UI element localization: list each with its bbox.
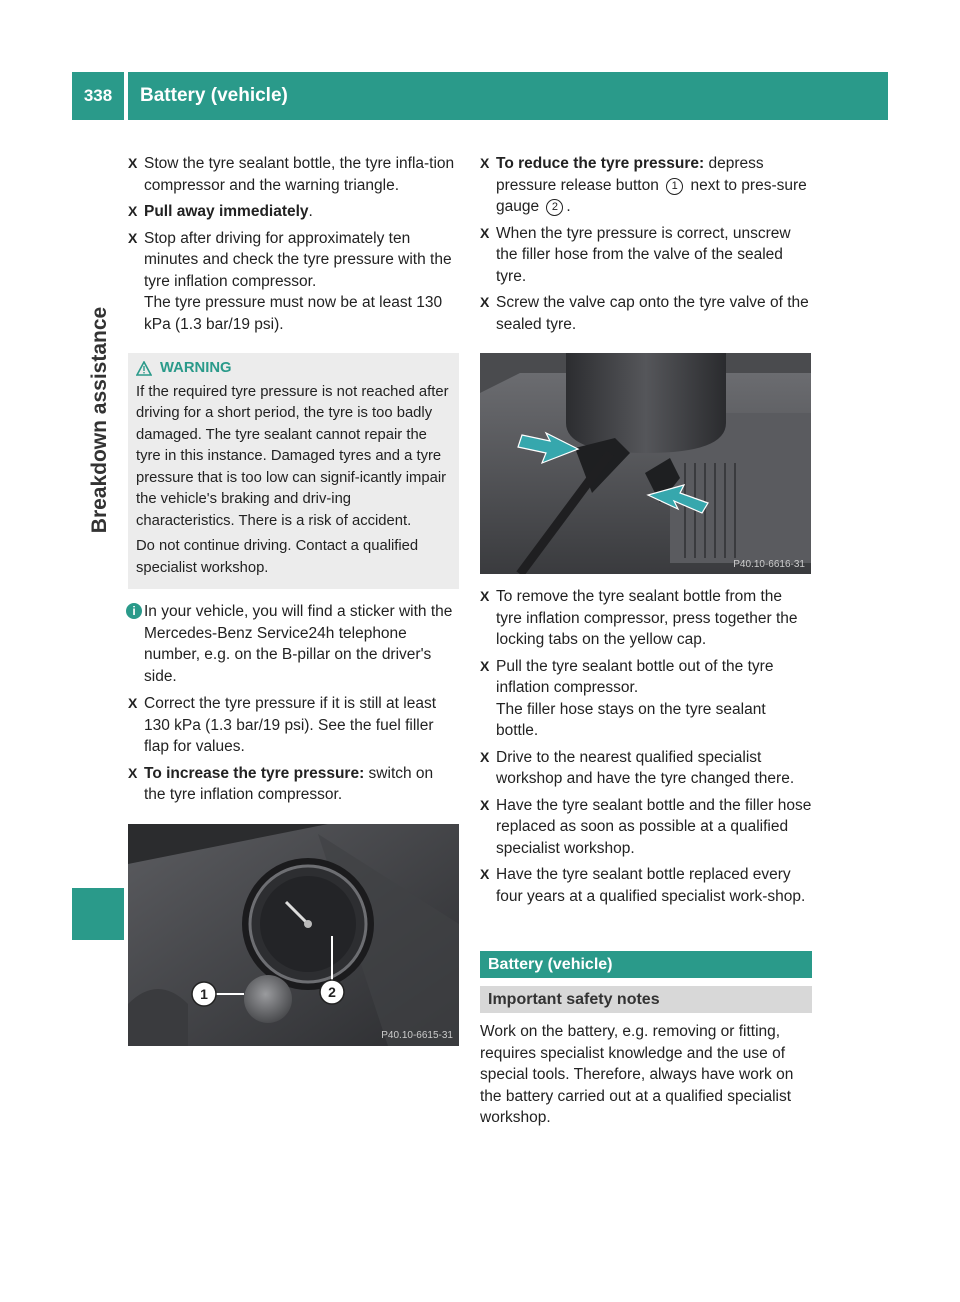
step-text: Stop after driving for approximately ten minutes and check the tyre pressure with the tyre inflation compressor. xyxy=(144,229,452,290)
step-text: next to pres-sure gauge xyxy=(496,176,807,215)
step-pull-away xyxy=(128,201,459,223)
step-stow xyxy=(128,153,459,196)
step-marker-icon: X xyxy=(480,224,490,241)
callout-1: 1 xyxy=(200,985,208,1002)
step-pull-bottle xyxy=(480,656,812,742)
page-number: 338 xyxy=(72,72,124,120)
step-text: Drive to the nearest qualified specialist workshop and have the tyre changed there. xyxy=(496,748,795,787)
step-drive-workshop xyxy=(480,747,812,790)
figure-code: P40.10-6616-31 xyxy=(733,559,805,570)
step-text: Pull the tyre sealant bottle out of the tyre inflation compressor. xyxy=(496,657,774,696)
step-unscrew-hose xyxy=(480,223,812,288)
step-note: The filler hose stays on the tyre sealant bottle. xyxy=(496,700,766,739)
step-check-pressure xyxy=(128,228,459,336)
step-marker-icon: X xyxy=(128,764,138,781)
step-bold: To reduce the tyre pressure: xyxy=(496,155,705,172)
page-header xyxy=(128,72,888,120)
warning-title: WARNING xyxy=(160,360,232,376)
step-marker-icon: X xyxy=(480,155,490,171)
warning-box xyxy=(128,353,459,589)
step-marker-icon: X xyxy=(480,588,490,604)
step-text: Have the tyre sealant bottle and the filler hose replaced as soon as possible at a qualified specialist workshop. xyxy=(496,796,812,857)
subsection-heading: Important safety notes xyxy=(480,986,812,1013)
info-text: In your vehicle, you will find a sticker with the Mercedes-Benz Service24h telephone number, e.g. on the B-pillar on the driver's side. xyxy=(144,603,453,685)
step-text: depress pressure release button xyxy=(496,155,764,194)
safety-paragraph: Work on the battery, e.g. removing or fitting, requires specialist knowledge and the use of special tools. Therefore, always have work on the battery carried out at a qualified specialist workshop. xyxy=(480,1023,794,1126)
step-marker-icon: X xyxy=(128,203,138,219)
warning-triangle-icon xyxy=(136,361,152,376)
step-increase-pressure xyxy=(128,763,459,806)
step-text: switch on the tyre inflation compressor. xyxy=(144,764,434,803)
step-text: Screw the valve cap onto the tyre valve of the sealed tyre. xyxy=(496,294,809,333)
step-text: Have the tyre sealant bottle replaced every four years at a qualified specialist work-shop. xyxy=(496,866,806,905)
step-note: The tyre pressure must now be at least 130 kPa (1.3 bar/19 psi). xyxy=(144,294,443,333)
step-text: Correct the tyre pressure if it is still at least 130 kPa (1.3 bar/19 psi). See the fuel filler flap for values. xyxy=(144,695,437,755)
sealant-bottle-figure xyxy=(480,353,811,574)
step-correct-pressure xyxy=(128,693,459,758)
step-text: To remove the tyre sealant bottle from the tyre inflation compressor, press together the locking tabs on the yellow cap. xyxy=(496,588,798,648)
step-replace-every-four-years xyxy=(480,864,812,907)
warning-text: If the required tyre pressure is not reached after driving for a short period, the tyre is too badly damaged. The tyre sealant cannot repair the tyre in this instance. Damaged tyres and a tyre pressure that is too low can signif-icantly impair the vehicle's braking and driv-ing characteristics. There is a risk of accident. xyxy=(136,383,449,529)
step-marker-icon: X xyxy=(128,155,138,171)
step-bold: Pull away immediately xyxy=(144,203,309,220)
step-marker-icon: X xyxy=(480,294,490,310)
step-text: Stow the tyre sealant bottle, the tyre infla-tion compressor and the warning triangle. xyxy=(144,155,455,194)
bottle-removal-illustration xyxy=(480,353,811,574)
right-column xyxy=(480,153,812,1129)
step-marker-icon: X xyxy=(128,229,138,246)
step-valve-cap xyxy=(480,292,812,335)
section-heading: Battery (vehicle) xyxy=(480,951,812,978)
callout-2: 2 xyxy=(328,983,336,1000)
step-text: When the tyre pressure is correct, unscrew the filler hose from the valve of the sealed tyre. xyxy=(496,224,791,285)
step-bold: To increase the tyre pressure: xyxy=(144,764,365,782)
callout-1-ref: 1 xyxy=(666,178,683,195)
step-marker-icon: X xyxy=(480,796,490,813)
figure-code: P40.10-6615-31 xyxy=(381,1029,453,1041)
step-text: . xyxy=(308,203,313,220)
info-note xyxy=(128,601,459,687)
side-tab-block xyxy=(72,888,124,940)
step-reduce-pressure xyxy=(480,153,812,218)
step-marker-icon: X xyxy=(480,657,490,674)
step-marker-icon: X xyxy=(480,866,490,882)
pressure-gauge-figure xyxy=(128,824,459,1046)
compressor-gauge-illustration xyxy=(128,824,459,1046)
step-remove-bottle xyxy=(480,586,812,651)
info-icon: i xyxy=(126,603,142,619)
callout-2-ref: 2 xyxy=(546,199,563,216)
step-marker-icon: X xyxy=(480,748,490,765)
left-column xyxy=(128,153,459,1046)
step-text: . xyxy=(566,198,571,215)
step-marker-icon: X xyxy=(128,695,138,711)
side-label-text: Breakdown assistance xyxy=(88,306,111,534)
warning-advice: Do not continue driving. Contact a qualified specialist workshop. xyxy=(136,538,419,576)
page-title: Battery (vehicle) xyxy=(140,85,288,106)
step-replace-hose xyxy=(480,795,812,860)
